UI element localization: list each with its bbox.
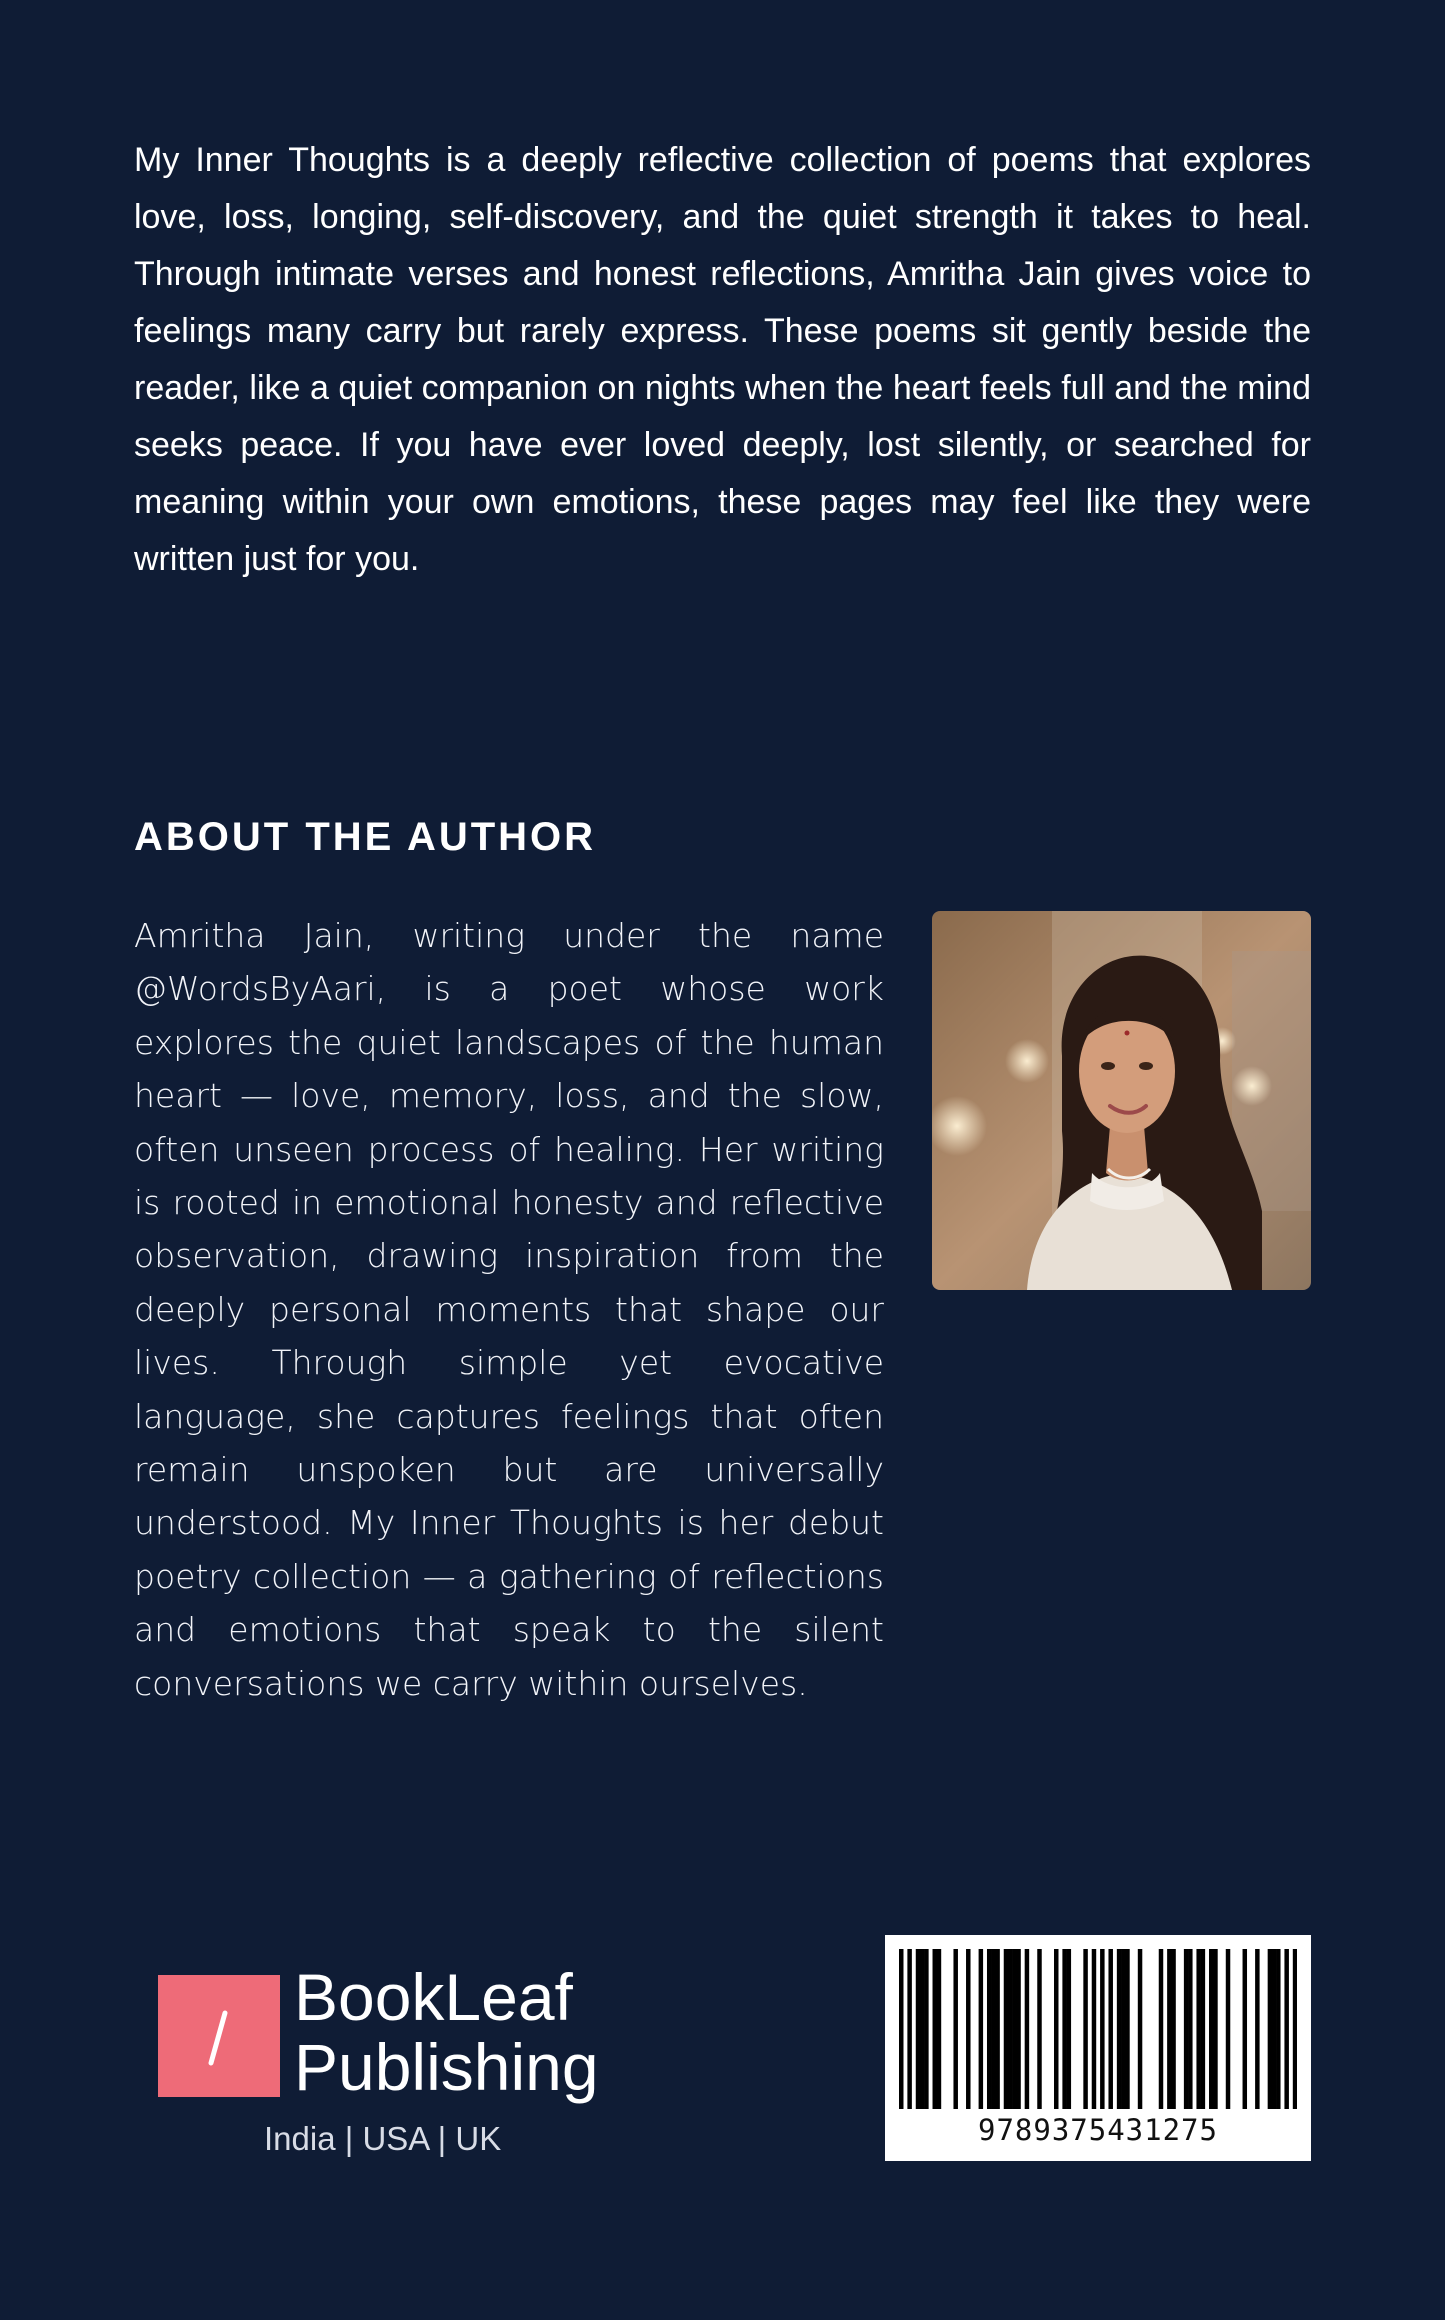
barcode-bar [907,1949,911,2109]
barcode-bar [1117,1949,1121,2109]
barcode-bar [1100,1949,1104,2109]
barcode-bar [916,1949,920,2109]
barcode-bar [979,1949,983,2109]
barcode-bar [1108,1949,1112,2109]
barcode-bar [1293,1949,1297,2109]
barcode-bar [1067,1949,1071,2109]
barcode-bar [1092,1949,1096,2109]
isbn-number: 9789375431275 [978,2113,1218,2147]
barcode-bar [1004,1949,1008,2109]
barcode-bar [1255,1949,1259,2109]
author-bio: Amritha Jain, writing under the name @WordsByAari, is a poet whose work explores the quiet landscapes of the human heart — love, memory, loss, and the slow, often unseen process of healing. Her writing is rooted in emotional honesty and reflective observation, drawing inspiration from the deeply personal moments that shape our lives. Through simple yet evocative language, she captures feelings that often remain unspoken but are universally understood. My Inner Thoughts is her debut poetry collection — a gathering of reflections and emotions that speak to the silent conversations we carry within ourselves. [134,916,884,1703]
about-author-heading: ABOUT THE AUTHOR [134,815,597,859]
barcode-bar [1138,1949,1142,2109]
barcode-bar [1037,1949,1041,2109]
barcode-bar [1268,1949,1272,2109]
publisher-name-line1: BookLeaf [294,1960,573,2034]
barcode-bar [1272,1949,1276,2109]
barcode-bar [1284,1949,1288,2109]
barcode-bar [1243,1949,1247,2109]
barcode-bar [1125,1949,1129,2109]
barcode-bar [1121,1949,1125,2109]
barcode-bar [995,1949,999,2109]
barcode-bar [1201,1949,1205,2109]
barcode-bar [991,1949,995,2109]
barcode-bar [1025,1949,1029,2109]
barcode-bar [1008,1949,1012,2109]
barcode-bar [1213,1949,1217,2109]
barcode-bars [899,1949,1297,2109]
barcode-bar [1159,1949,1163,2109]
barcode-bar [1083,1949,1087,2109]
book-blurb: My Inner Thoughts is a deeply reflective collection of poems that explores love, loss, longing, self-discovery, and the quiet strength it takes to heal. Through intimate verses and honest reflections, Amritha Jain gives voice to feelings many carry but rarely express. These poems sit gently beside the reader, like a quiet companion on nights when the heart feels full and the mind seeks peace. If you have ever loved deeply, lost silently, or searched for meaning within your own emotions, these pages may feel like they were written just for you. [134,141,1311,578]
barcode-bar [1276,1949,1280,2109]
isbn-barcode [885,1935,1311,2161]
barcode-bar [920,1949,924,2109]
barcode-bar [1012,1949,1016,2109]
barcode-bar [924,1949,928,2109]
barcode-bar [1054,1949,1058,2109]
barcode-bar [966,1949,970,2109]
barcode-bar [1188,1949,1192,2109]
publisher-logo-text [294,1962,599,2102]
barcode-bar [1184,1949,1188,2109]
publisher-logo-mark [158,1975,280,2097]
author-photo [932,911,1311,1290]
barcode-bar [1226,1949,1230,2109]
barcode-bar [937,1949,941,2109]
barcode-bar [899,1949,903,2109]
publisher-name-line2: Publishing [294,2030,599,2104]
barcode-bar [933,1949,937,2109]
barcode-bar [987,1949,991,2109]
barcode-bar [1167,1949,1171,2109]
barcode-bar [953,1949,957,2109]
barcode-bar [1209,1949,1213,2109]
barcode-bar [1196,1949,1200,2109]
barcode-bar [1062,1949,1066,2109]
barcode-bar [1171,1949,1175,2109]
publisher-regions: India | USA | UK [264,2120,502,2157]
barcode-bar [1016,1949,1020,2109]
